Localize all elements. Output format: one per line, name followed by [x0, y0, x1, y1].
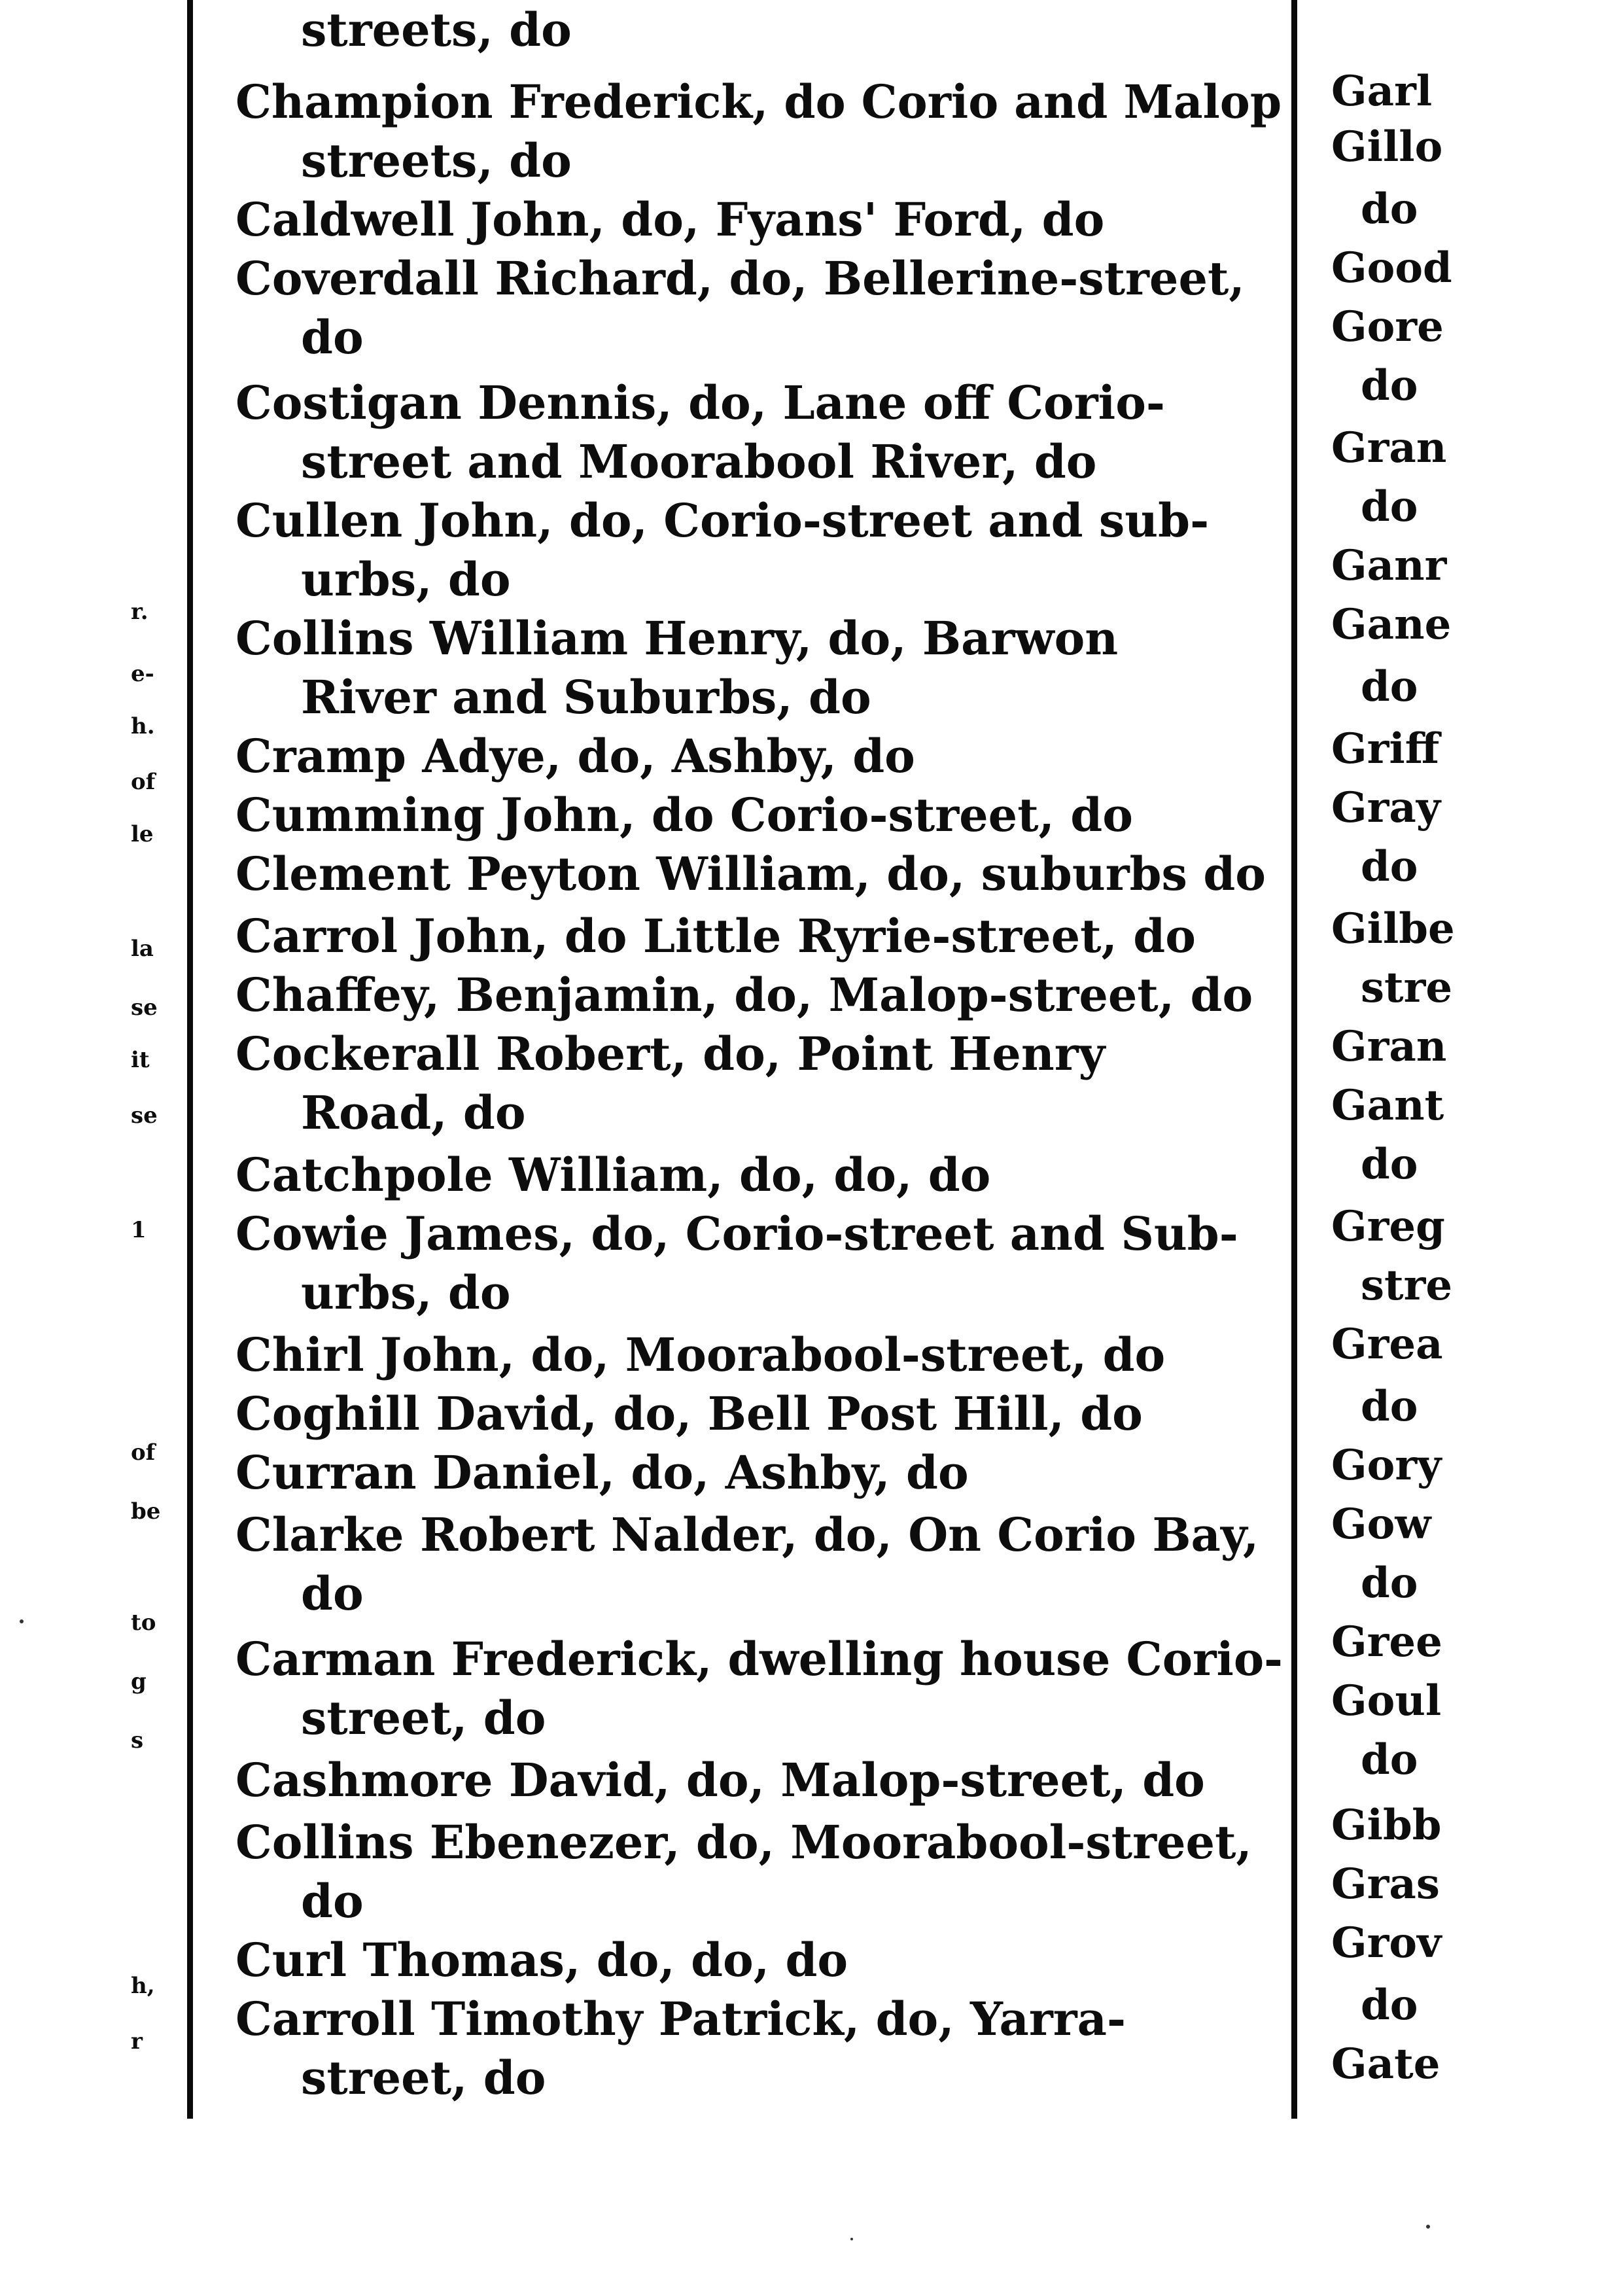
right-fragment: Gate	[1331, 2040, 1440, 2089]
column-rule-right	[1291, 0, 1297, 2119]
right-fragment: Gilbe	[1331, 904, 1455, 953]
entry-line: Costigan Dennis, do, Lane off Corio-	[236, 376, 1165, 430]
left-fragment: se	[131, 1103, 158, 1129]
right-fragment: do	[1361, 361, 1418, 410]
right-fragment: Gray	[1331, 783, 1441, 832]
right-fragment: Garl	[1331, 67, 1433, 116]
entry-line: Cumming John, do Corio-street, do	[236, 788, 1133, 842]
entry-line: River and Suburbs, do	[301, 670, 871, 724]
entry-line: Cullen John, do, Corio-street and sub-	[236, 493, 1210, 548]
entry-line: Cashmore David, do, Malop-street, do	[236, 1753, 1205, 1807]
entry-line: Champion Frederick, do Corio and Malop	[236, 75, 1282, 129]
left-fragment: la	[131, 936, 154, 962]
right-fragment: Gore	[1331, 302, 1444, 351]
right-fragment: Ganr	[1331, 541, 1447, 590]
left-fragment: to	[131, 1610, 156, 1636]
left-fragment: of	[131, 769, 156, 795]
right-fragment: do	[1361, 1382, 1418, 1431]
right-fragment: Gran	[1331, 423, 1447, 472]
left-margin-fragments	[131, 0, 183, 2120]
left-fragment: h.	[131, 713, 155, 739]
entry-line: do	[301, 1566, 364, 1621]
entry-line: Cramp Adye, do, Ashby, do	[236, 729, 915, 783]
entry-line: Cockerall Robert, do, Point Henry	[236, 1027, 1106, 1081]
entry-line: Caldwell John, do, Fyans' Ford, do	[236, 192, 1105, 247]
right-fragment: do	[1361, 1981, 1418, 2030]
left-fragment: of	[131, 1439, 156, 1466]
entry-line: urbs, do	[301, 552, 511, 607]
entry-line: urbs, do	[301, 1265, 511, 1320]
right-fragment: do	[1361, 185, 1418, 234]
left-fragment: le	[131, 821, 154, 847]
right-fragment: stre	[1361, 1261, 1453, 1310]
entry-line: Curran Daniel, do, Ashby, do	[236, 1445, 969, 1500]
right-fragment: do	[1361, 662, 1418, 711]
left-fragment: it	[131, 1047, 150, 1073]
entry-line: street, do	[301, 2051, 546, 2105]
left-fragment: se	[131, 995, 158, 1021]
scan-speck	[1426, 2225, 1430, 2229]
directory-column	[236, 0, 1282, 2120]
entry-line: Carroll Timothy Patrick, do, Yarra-	[236, 1992, 1126, 2046]
right-fragment: Gran	[1331, 1022, 1447, 1071]
left-fragment: s	[131, 1727, 144, 1754]
right-fragment: Grov	[1331, 1918, 1442, 1968]
entry-line: Catchpole William, do, do, do	[236, 1148, 991, 1202]
right-fragment: Gane	[1331, 600, 1452, 649]
entry-line: Cowie James, do, Corio-street and Sub-	[236, 1207, 1238, 1261]
right-fragment: Gree	[1331, 1617, 1442, 1667]
entry-line: Carman Frederick, dwelling house Corio-	[236, 1632, 1283, 1686]
entry-line: street, do	[301, 1691, 546, 1745]
right-column-fragments	[1331, 0, 1462, 2120]
right-fragment: do	[1361, 482, 1418, 531]
left-fragment: e-	[131, 661, 154, 687]
left-fragment: r	[131, 2028, 143, 2055]
left-fragment: h,	[131, 1973, 155, 1999]
scan-speck	[20, 1619, 24, 1623]
scan-speck	[850, 2238, 853, 2240]
right-fragment: Good	[1331, 243, 1452, 292]
column-rule-left	[187, 0, 193, 2119]
right-fragment: Greg	[1331, 1202, 1445, 1251]
right-fragment: Gow	[1331, 1500, 1431, 1549]
entry-line: do	[301, 1874, 364, 1928]
right-fragment: do	[1361, 1559, 1418, 1608]
left-fragment: g	[131, 1669, 147, 1695]
entry-line: Chirl John, do, Moorabool-street, do	[236, 1328, 1166, 1382]
right-fragment: Goul	[1331, 1676, 1442, 1725]
left-fragment: be	[131, 1498, 161, 1525]
right-fragment: Gras	[1331, 1860, 1440, 1909]
entry-line: do	[301, 310, 364, 364]
entry-line: Collins Ebenezer, do, Moorabool-street,	[236, 1815, 1252, 1869]
right-fragment: Gory	[1331, 1441, 1442, 1490]
entry-line: Road, do	[301, 1086, 526, 1140]
right-fragment: do	[1361, 1140, 1418, 1189]
right-fragment: Gibb	[1331, 1801, 1442, 1850]
entry-line: Coverdall Richard, do, Bellerine-street,	[236, 251, 1245, 306]
entry-line: streets, do	[301, 133, 572, 188]
entry-line: streets, do	[301, 3, 572, 57]
left-fragment: 1	[131, 1217, 147, 1243]
entry-line: Curl Thomas, do, do, do	[236, 1933, 848, 1987]
left-fragment: r.	[131, 599, 148, 625]
entry-line: Clarke Robert Nalder, do, On Corio Bay,	[236, 1508, 1259, 1562]
right-fragment: do	[1361, 842, 1418, 891]
right-fragment: Gillo	[1331, 122, 1443, 171]
right-fragment: stre	[1361, 963, 1453, 1012]
right-fragment: Gant	[1331, 1081, 1444, 1130]
entry-line: Chaffey, Benjamin, do, Malop-street, do	[236, 968, 1253, 1022]
entry-line: Coghill David, do, Bell Post Hill, do	[236, 1386, 1143, 1441]
entry-line: Collins William Henry, do, Barwon	[236, 611, 1119, 665]
right-fragment: Griff	[1331, 724, 1440, 773]
right-fragment: do	[1361, 1735, 1418, 1784]
entry-line: Clement Peyton William, do, suburbs do	[236, 847, 1266, 901]
entry-line: street and Moorabool River, do	[301, 434, 1097, 489]
entry-line: Carrol John, do Little Ryrie-street, do	[236, 909, 1196, 963]
right-fragment: Grea	[1331, 1320, 1443, 1369]
